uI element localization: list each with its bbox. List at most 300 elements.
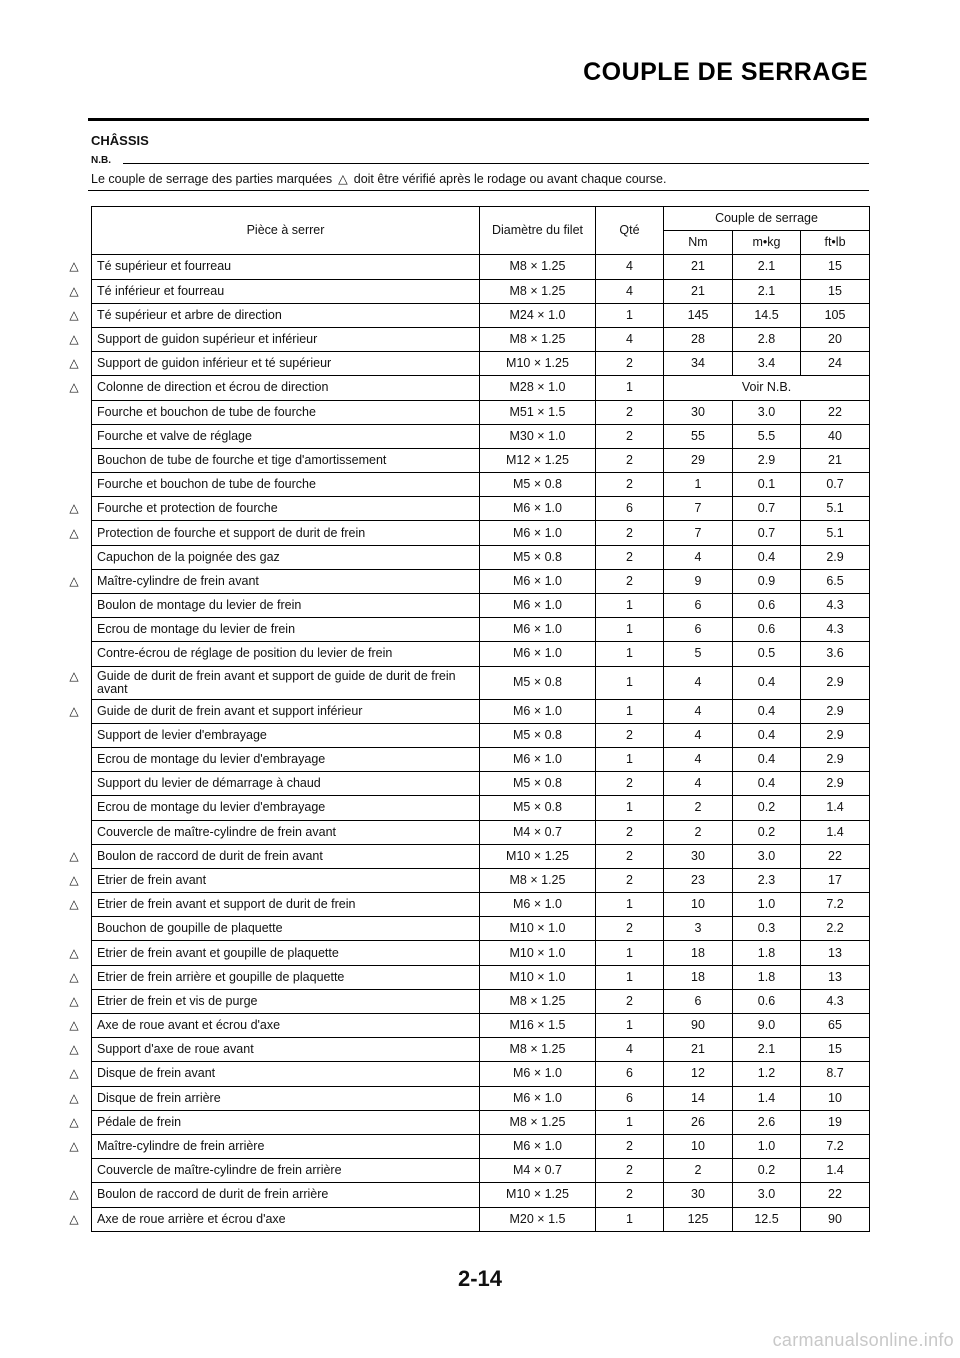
cell-part xyxy=(92,723,480,747)
cell-thread: M5 × 0.8 xyxy=(480,796,596,820)
triangle-icon: △ xyxy=(69,872,79,887)
cell-part xyxy=(69,1014,480,1038)
cell-qty: 2 xyxy=(596,1183,664,1207)
part-name: Support du levier de démarrage à chaud xyxy=(97,776,321,791)
cell-part xyxy=(92,1159,480,1183)
table-row xyxy=(92,868,870,892)
cell-part xyxy=(69,1038,480,1062)
cell-thread: M28 × 1.0 xyxy=(480,376,596,400)
cell-part xyxy=(92,594,480,618)
part-name: Etrier de frein avant et support de durit de frein xyxy=(97,897,356,912)
cell-qty: 1 xyxy=(596,796,664,820)
cell-mkg: 0.6 xyxy=(733,594,801,618)
cell-thread: M8 × 1.25 xyxy=(480,1110,596,1134)
cell-mkg: 9.0 xyxy=(733,1014,801,1038)
cell-qty: 2 xyxy=(596,473,664,497)
note-text xyxy=(91,171,666,186)
table-row xyxy=(92,642,870,666)
header-part: Pièce à serrer xyxy=(92,207,480,255)
cell-part xyxy=(69,569,480,593)
part-name: Disque de frein arrière xyxy=(97,1090,221,1105)
part-name: Fourche et protection de fourche xyxy=(97,501,278,516)
cell-mkg: 1.0 xyxy=(733,1134,801,1158)
cell-ftlb: 15 xyxy=(801,279,870,303)
table-row xyxy=(92,699,870,723)
table-row xyxy=(92,844,870,868)
watermark: carmanualsonline.info xyxy=(772,1330,954,1350)
cell-nm: 26 xyxy=(664,1110,733,1134)
cell-mkg: 5.5 xyxy=(733,424,801,448)
cell-nm: 23 xyxy=(664,868,733,892)
cell-qty: 1 xyxy=(596,1110,664,1134)
cell-mkg: 0.7 xyxy=(733,521,801,545)
cell-thread: M8 × 1.25 xyxy=(480,989,596,1013)
cell-mkg: 1.2 xyxy=(733,1062,801,1086)
part-name: Ecrou de montage du levier d'embrayage xyxy=(97,752,326,767)
table-row xyxy=(92,747,870,771)
cell-part xyxy=(69,1183,480,1207)
cell-qty: 6 xyxy=(596,1062,664,1086)
table-row xyxy=(92,941,870,965)
triangle-icon: △ xyxy=(69,1090,79,1105)
cell-nm: 2 xyxy=(664,820,733,844)
cell-mkg: 1.0 xyxy=(733,893,801,917)
cell-part xyxy=(92,747,480,771)
table-row xyxy=(92,327,870,351)
part-name: Capuchon de la poignée des gaz xyxy=(97,549,280,564)
part-name: Fourche et bouchon de tube de fourche xyxy=(97,477,316,492)
cell-mkg: 0.3 xyxy=(733,917,801,941)
part-name: Disque de frein avant xyxy=(97,1066,216,1081)
header-qty: Qté xyxy=(596,207,664,255)
table-row xyxy=(92,521,870,545)
cell-qty: 1 xyxy=(596,666,664,699)
cell-mkg: 1.8 xyxy=(733,941,801,965)
part-name: Contre-écrou de réglage de position du levier de frein xyxy=(97,646,393,661)
cell-ftlb: 24 xyxy=(801,352,870,376)
cell-ftlb: 0.7 xyxy=(801,473,870,497)
cell-part xyxy=(92,473,480,497)
cell-ftlb: 13 xyxy=(801,965,870,989)
part-name: Etrier de frein avant xyxy=(97,872,207,887)
table-row xyxy=(92,917,870,941)
cell-nm: 2 xyxy=(664,796,733,820)
cell-qty: 2 xyxy=(596,400,664,424)
cell-ftlb: 2.9 xyxy=(801,723,870,747)
cell-ftlb: 4.3 xyxy=(801,618,870,642)
torque-table-body xyxy=(69,255,870,1231)
cell-part xyxy=(69,965,480,989)
cell-ftlb: 5.1 xyxy=(801,521,870,545)
cell-part xyxy=(92,545,480,569)
cell-part xyxy=(69,1062,480,1086)
part-name: Guide de durit de frein avant et support inférieur xyxy=(97,703,363,718)
cell-thread: M6 × 1.0 xyxy=(480,893,596,917)
cell-nm: 18 xyxy=(664,965,733,989)
cell-mkg: 14.5 xyxy=(733,303,801,327)
cell-part xyxy=(92,772,480,796)
part-name: Ecrou de montage du levier d'embrayage xyxy=(97,800,326,815)
cell-part xyxy=(69,497,480,521)
cell-mkg: 0.4 xyxy=(733,666,801,699)
part-name: Colonne de direction et écrou de direction xyxy=(97,380,329,395)
cell-qty: 1 xyxy=(596,303,664,327)
table-row xyxy=(92,473,870,497)
cell-qty: 2 xyxy=(596,352,664,376)
cell-part xyxy=(92,642,480,666)
part-name: Support d'axe de roue avant xyxy=(97,1042,254,1057)
table-row xyxy=(92,545,870,569)
cell-thread: M5 × 0.8 xyxy=(480,666,596,699)
cell-ftlb: 17 xyxy=(801,868,870,892)
cell-thread: M6 × 1.0 xyxy=(480,594,596,618)
table-row xyxy=(92,989,870,1013)
part-name: Fourche et valve de réglage xyxy=(97,428,252,443)
table-row xyxy=(92,1134,870,1158)
cell-nm: 4 xyxy=(664,723,733,747)
cell-mkg: 0.4 xyxy=(733,772,801,796)
cell-ftlb: 20 xyxy=(801,327,870,351)
cell-nm: 30 xyxy=(664,1183,733,1207)
table-row xyxy=(92,618,870,642)
triangle-icon: △ xyxy=(69,380,79,395)
triangle-icon: △ xyxy=(69,501,79,516)
table-row xyxy=(92,1159,870,1183)
part-name: Support de guidon inférieur et té supérieur xyxy=(97,356,332,371)
cell-nm: 10 xyxy=(664,1134,733,1158)
cell-qty: 1 xyxy=(596,1014,664,1038)
triangle-icon: △ xyxy=(69,259,79,274)
cell-qty: 1 xyxy=(596,699,664,723)
table-row xyxy=(92,965,870,989)
cell-qty: 1 xyxy=(596,376,664,400)
cell-mkg: 0.6 xyxy=(733,618,801,642)
cell-ftlb: 13 xyxy=(801,941,870,965)
cell-mkg: 0.6 xyxy=(733,989,801,1013)
cell-thread: M10 × 1.25 xyxy=(480,352,596,376)
triangle-icon: △ xyxy=(69,1066,79,1081)
triangle-icon: △ xyxy=(69,1114,79,1129)
cell-mkg: 0.2 xyxy=(733,820,801,844)
cell-thread: M24 × 1.0 xyxy=(480,303,596,327)
cell-thread: M10 × 1.25 xyxy=(480,1183,596,1207)
cell-thread: M5 × 0.8 xyxy=(480,545,596,569)
cell-thread: M8 × 1.25 xyxy=(480,1038,596,1062)
cell-mkg: 2.1 xyxy=(733,279,801,303)
page-number: 2-14 xyxy=(457,1266,503,1291)
cell-nm: 6 xyxy=(664,989,733,1013)
triangle-icon: △ xyxy=(69,668,79,683)
cell-mkg: 0.4 xyxy=(733,545,801,569)
cell-nm: 55 xyxy=(664,424,733,448)
cell-part xyxy=(92,424,480,448)
section-title: CHÂSSIS xyxy=(91,133,149,148)
note-divider xyxy=(123,163,869,164)
cell-thread: M6 × 1.0 xyxy=(480,1086,596,1110)
cell-qty: 2 xyxy=(596,1159,664,1183)
cell-thread: M6 × 1.0 xyxy=(480,618,596,642)
cell-thread: M4 × 0.7 xyxy=(480,820,596,844)
cell-nm: 7 xyxy=(664,521,733,545)
cell-thread: M12 × 1.25 xyxy=(480,448,596,472)
cell-nm: 6 xyxy=(664,618,733,642)
cell-part xyxy=(69,1134,480,1158)
cell-ftlb: 2.9 xyxy=(801,747,870,771)
table-row xyxy=(92,448,870,472)
cell-thread: M5 × 0.8 xyxy=(480,473,596,497)
table-row xyxy=(92,820,870,844)
cell-qty: 2 xyxy=(596,820,664,844)
cell-qty: 1 xyxy=(596,747,664,771)
note-text-before: Le couple de serrage des parties marquées xyxy=(91,172,333,186)
cell-qty: 1 xyxy=(596,618,664,642)
note-text-after: doit être vérifié après le rodage ou avant chaque course. xyxy=(353,172,667,186)
cell-part xyxy=(69,1207,480,1231)
part-name: Té supérieur et fourreau xyxy=(97,259,232,274)
cell-ftlb: 19 xyxy=(801,1110,870,1134)
triangle-icon: △ xyxy=(69,307,79,322)
cell-mkg: 0.1 xyxy=(733,473,801,497)
triangle-icon: △ xyxy=(69,703,79,718)
triangle-icon: △ xyxy=(69,945,79,960)
cell-thread: M51 × 1.5 xyxy=(480,400,596,424)
cell-mkg: 2.1 xyxy=(733,255,801,279)
cell-part xyxy=(69,989,480,1013)
note-label: N.B. xyxy=(91,155,111,166)
cell-thread: M20 × 1.5 xyxy=(480,1207,596,1231)
cell-part xyxy=(92,917,480,941)
cell-part xyxy=(69,521,480,545)
header-nm: Nm xyxy=(664,231,733,255)
cell-ftlb: 2.9 xyxy=(801,772,870,796)
part-name: Guide de durit de frein avant et support de guide de durit de frein avant xyxy=(97,668,456,696)
cell-mkg: 2.1 xyxy=(733,1038,801,1062)
cell-ftlb: 22 xyxy=(801,844,870,868)
cell-nm: 30 xyxy=(664,844,733,868)
part-name: Maître-cylindre de frein avant xyxy=(97,573,259,588)
cell-qty: 2 xyxy=(596,448,664,472)
cell-ftlb: 65 xyxy=(801,1014,870,1038)
cell-thread: M6 × 1.0 xyxy=(480,1134,596,1158)
cell-ftlb: 40 xyxy=(801,424,870,448)
title-divider xyxy=(88,118,869,121)
cell-thread: M6 × 1.0 xyxy=(480,642,596,666)
cell-ftlb: 3.6 xyxy=(801,642,870,666)
cell-ftlb: 2.9 xyxy=(801,666,870,699)
cell-qty: 1 xyxy=(596,965,664,989)
cell-thread: M6 × 1.0 xyxy=(480,521,596,545)
triangle-icon: △ xyxy=(69,1211,79,1226)
part-name: Etrier de frein arrière et goupille de plaquette xyxy=(97,969,345,984)
cell-nm: 4 xyxy=(664,545,733,569)
table-row xyxy=(92,400,870,424)
part-name: Pédale de frein xyxy=(97,1114,182,1129)
cell-ftlb: 22 xyxy=(801,400,870,424)
cell-nm: 3 xyxy=(664,917,733,941)
cell-ftlb: 15 xyxy=(801,1038,870,1062)
cell-nm: 7 xyxy=(664,497,733,521)
table-row xyxy=(92,772,870,796)
cell-part xyxy=(69,699,480,723)
cell-nm: 4 xyxy=(664,747,733,771)
cell-nm: 14 xyxy=(664,1086,733,1110)
cell-mkg: 2.8 xyxy=(733,327,801,351)
page-title: COUPLE DE SERRAGE xyxy=(583,58,868,86)
part-name: Bouchon de goupille de plaquette xyxy=(97,921,283,936)
cell-mkg: 3.0 xyxy=(733,844,801,868)
table-row xyxy=(92,497,870,521)
triangle-icon: △ xyxy=(69,993,79,1008)
part-name: Ecrou de montage du levier de frein xyxy=(97,622,296,637)
cell-qty: 2 xyxy=(596,844,664,868)
part-name: Boulon de montage du levier de frein xyxy=(97,598,302,613)
cell-nm: 5 xyxy=(664,642,733,666)
cell-nm: 2 xyxy=(664,1159,733,1183)
table-row xyxy=(92,255,870,279)
cell-nm: 28 xyxy=(664,327,733,351)
cell-nm: 21 xyxy=(664,279,733,303)
cell-ftlb: 2.9 xyxy=(801,545,870,569)
cell-nm: 9 xyxy=(664,569,733,593)
cell-part xyxy=(69,893,480,917)
cell-ftlb: 22 xyxy=(801,1183,870,1207)
part-name: Etrier de frein avant et goupille de plaquette xyxy=(97,945,339,960)
triangle-icon: △ xyxy=(338,172,348,186)
cell-mkg: 1.8 xyxy=(733,965,801,989)
triangle-icon: △ xyxy=(69,1042,79,1057)
cell-nm: 145 xyxy=(664,303,733,327)
cell-part xyxy=(69,941,480,965)
part-name: Té supérieur et arbre de direction xyxy=(97,307,282,322)
table-row xyxy=(92,424,870,448)
table-row xyxy=(92,796,870,820)
cell-part xyxy=(69,376,480,400)
cell-qty: 2 xyxy=(596,989,664,1013)
cell-mkg: 0.4 xyxy=(733,723,801,747)
cell-mkg: 0.2 xyxy=(733,796,801,820)
cell-nm: 21 xyxy=(664,255,733,279)
cell-nm: 30 xyxy=(664,400,733,424)
table-row xyxy=(92,1110,870,1134)
cell-mkg: 1.4 xyxy=(733,1086,801,1110)
cell-qty: 1 xyxy=(596,941,664,965)
triangle-icon: △ xyxy=(69,356,79,371)
triangle-icon: △ xyxy=(69,969,79,984)
part-name: Couvercle de maître-cylindre de frein arrière xyxy=(97,1163,342,1178)
cell-qty: 4 xyxy=(596,255,664,279)
cell-mkg: 0.2 xyxy=(733,1159,801,1183)
part-name: Maître-cylindre de frein arrière xyxy=(97,1139,265,1154)
cell-qty: 1 xyxy=(596,1207,664,1231)
cell-mkg: 2.6 xyxy=(733,1110,801,1134)
table-row xyxy=(92,594,870,618)
cell-thread: M8 × 1.25 xyxy=(480,327,596,351)
cell-thread: M4 × 0.7 xyxy=(480,1159,596,1183)
cell-thread: M10 × 1.25 xyxy=(480,844,596,868)
cell-ftlb: 7.2 xyxy=(801,1134,870,1158)
part-name: Bouchon de tube de fourche et tige d'amortissement xyxy=(97,452,387,467)
cell-qty: 2 xyxy=(596,545,664,569)
table-row xyxy=(92,666,870,699)
cell-ftlb: 6.5 xyxy=(801,569,870,593)
triangle-icon: △ xyxy=(69,1139,79,1154)
cell-qty: 2 xyxy=(596,521,664,545)
cell-thread: M30 × 1.0 xyxy=(480,424,596,448)
cell-nm: 90 xyxy=(664,1014,733,1038)
cell-nm: 6 xyxy=(664,594,733,618)
cell-ftlb: 15 xyxy=(801,255,870,279)
triangle-icon: △ xyxy=(69,1018,79,1033)
cell-nm: 12 xyxy=(664,1062,733,1086)
cell-mkg: 3.0 xyxy=(733,1183,801,1207)
cell-qty: 1 xyxy=(596,594,664,618)
part-name: Axe de roue arrière et écrou d'axe xyxy=(97,1211,286,1226)
header-ftlb: ft•lb xyxy=(801,231,870,255)
cell-ftlb: 5.1 xyxy=(801,497,870,521)
cell-qty: 6 xyxy=(596,497,664,521)
table-row xyxy=(92,1062,870,1086)
cell-qty: 4 xyxy=(596,327,664,351)
cell-qty: 2 xyxy=(596,772,664,796)
cell-qty: 2 xyxy=(596,424,664,448)
table-row xyxy=(92,279,870,303)
cell-part xyxy=(69,255,480,279)
cell-nm: 21 xyxy=(664,1038,733,1062)
cell-mkg: 0.7 xyxy=(733,497,801,521)
cell-ftlb: 10 xyxy=(801,1086,870,1110)
cell-thread: M10 × 1.0 xyxy=(480,917,596,941)
part-name: Support de guidon supérieur et inférieur xyxy=(97,332,318,347)
cell-thread: M8 × 1.25 xyxy=(480,279,596,303)
cell-ftlb: 90 xyxy=(801,1207,870,1231)
cell-mkg: 0.5 xyxy=(733,642,801,666)
cell-nm: 29 xyxy=(664,448,733,472)
cell-qty: 1 xyxy=(596,893,664,917)
triangle-icon: △ xyxy=(69,1187,79,1202)
header-torque: Couple de serrage xyxy=(664,207,870,231)
part-name: Boulon de raccord de durit de frein avant xyxy=(97,848,323,863)
cell-mkg: 3.4 xyxy=(733,352,801,376)
triangle-icon: △ xyxy=(69,897,79,912)
cell-ftlb: 1.4 xyxy=(801,820,870,844)
cell-nm: 4 xyxy=(664,699,733,723)
part-name: Té inférieur et fourreau xyxy=(97,283,225,298)
cell-nm: 4 xyxy=(664,772,733,796)
table-row xyxy=(92,1207,870,1231)
cell-thread: M6 × 1.0 xyxy=(480,497,596,521)
cell-mkg: 0.4 xyxy=(733,699,801,723)
cell-nm: 18 xyxy=(664,941,733,965)
cell-part xyxy=(69,1086,480,1110)
header-thread: Diamètre du filet xyxy=(480,207,596,255)
table-row xyxy=(92,1038,870,1062)
cell-ftlb: 4.3 xyxy=(801,594,870,618)
part-name: Fourche et bouchon de tube de fourche xyxy=(97,404,316,419)
table-row xyxy=(92,1086,870,1110)
cell-ftlb: 2.2 xyxy=(801,917,870,941)
cell-part xyxy=(69,844,480,868)
part-name: Protection de fourche et support de durit de frein xyxy=(97,525,366,540)
cell-part xyxy=(92,400,480,424)
triangle-icon: △ xyxy=(69,283,79,298)
cell-ftlb: 7.2 xyxy=(801,893,870,917)
part-name: Couvercle de maître-cylindre de frein avant xyxy=(97,824,337,839)
torque-table xyxy=(69,206,870,1232)
cell-part xyxy=(69,666,480,699)
cell-part xyxy=(69,303,480,327)
cell-mkg: 3.0 xyxy=(733,400,801,424)
table-row xyxy=(92,1014,870,1038)
